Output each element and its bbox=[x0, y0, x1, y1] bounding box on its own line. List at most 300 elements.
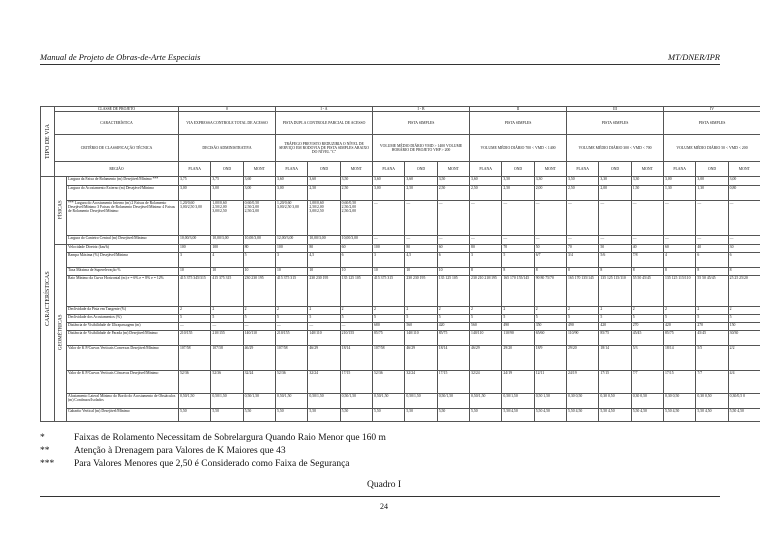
value-cell: 1,30 bbox=[664, 185, 696, 200]
class-code: I - B bbox=[373, 107, 470, 112]
value-cell: — bbox=[243, 322, 275, 330]
value-cell: 415 375 315 bbox=[211, 275, 243, 306]
value-cell: 5,50 bbox=[340, 408, 372, 421]
value-cell: 4 bbox=[664, 252, 696, 267]
value-cell: 29/20 bbox=[567, 345, 599, 370]
value-cell: 5 bbox=[728, 314, 760, 322]
value-cell: 8 bbox=[502, 267, 534, 275]
region-header: OND bbox=[211, 161, 243, 176]
value-cell: 10,00/3,00 bbox=[243, 235, 275, 244]
page-header-right: MT/DNER/IPR bbox=[668, 52, 720, 62]
data-row bbox=[41, 345, 761, 370]
tipo-de-via-label: TIPO DE VIA bbox=[41, 107, 55, 177]
data-row bbox=[41, 306, 761, 314]
value-cell: 150 bbox=[728, 322, 760, 330]
value-cell: — bbox=[664, 235, 696, 244]
value-cell: — bbox=[470, 200, 502, 235]
value-cell: 5/6 bbox=[599, 252, 631, 267]
value-cell: 1,50 bbox=[631, 185, 663, 200]
region-header: PLANA bbox=[664, 161, 696, 176]
value-cell: 135 125 115/110 bbox=[664, 275, 696, 306]
row-label: Velocidade Diretriz (km/h) bbox=[67, 244, 179, 252]
value-cell: 85/75 bbox=[599, 330, 631, 345]
classification-table bbox=[40, 106, 760, 422]
value-cell: 32/24 bbox=[470, 370, 502, 393]
value-cell: 2 bbox=[243, 306, 275, 314]
value-cell: 40 bbox=[696, 244, 728, 252]
value-cell: 5 bbox=[179, 314, 211, 322]
value-cell: — bbox=[696, 235, 728, 244]
value-cell: 0,30 0,50 bbox=[599, 393, 631, 408]
value-cell: 5,50 bbox=[373, 408, 405, 421]
header-row-caracteristica bbox=[41, 111, 761, 134]
value-cell: 8 bbox=[599, 267, 631, 275]
value-cell: 5,50 4,50 bbox=[664, 408, 696, 421]
value-cell: 5 bbox=[276, 314, 308, 322]
value-cell: 3 bbox=[373, 252, 405, 267]
value-cell: 10,00/3,00 bbox=[179, 235, 211, 244]
data-row bbox=[41, 322, 761, 330]
data-row bbox=[41, 252, 761, 267]
value-cell: 12,00/3,00 bbox=[276, 235, 308, 244]
value-cell: 10 bbox=[308, 267, 340, 275]
value-cell: 3,00 bbox=[373, 185, 405, 200]
value-cell: — bbox=[470, 235, 502, 244]
value-cell: — bbox=[405, 200, 437, 235]
footnote-text: Para Valores Menores que 2,50 é Considerado como Faixa de Segurança bbox=[74, 459, 350, 469]
value-cell: 30/30 bbox=[728, 330, 760, 345]
value-cell: 17/15 bbox=[340, 370, 372, 393]
value-cell: 350 bbox=[534, 322, 566, 330]
value-cell: 60 bbox=[437, 244, 469, 252]
value-cell: 2 bbox=[405, 306, 437, 314]
row-label: Largura do Canteiro Central (m) Desejável/Mínimo bbox=[67, 235, 179, 244]
row-label: Distância de Visibilidade de Parada (m) Desejável/Mínimo bbox=[67, 330, 179, 345]
value-cell: 210/155 bbox=[179, 330, 211, 345]
row-label: *** Largura do Acostamento Interno (m) 2 Faixas de Rolamento Desejável/Mínimo 3 Faixas de Rolamento Desejável/Mínimo 4 Faixas de Rolamento Desejável/Mínimo bbox=[67, 200, 179, 235]
value-cell: 420 bbox=[664, 322, 696, 330]
value-cell: 210/155 bbox=[276, 330, 308, 345]
row-label: Distância de Visibilidade de Ultrapassagem (m) bbox=[67, 322, 179, 330]
value-cell: 3,30 bbox=[631, 176, 663, 185]
value-cell: — bbox=[308, 322, 340, 330]
footnote bbox=[40, 445, 386, 458]
value-cell: — bbox=[664, 200, 696, 235]
value-cell: 85/75 bbox=[373, 330, 405, 345]
value-cell: 5 bbox=[373, 314, 405, 322]
value-cell: 3,60 bbox=[243, 176, 275, 185]
value-cell: — bbox=[728, 235, 760, 244]
value-cell: 2,50 bbox=[502, 185, 534, 200]
region-header: PLANA bbox=[470, 161, 502, 176]
value-cell: 100 bbox=[373, 244, 405, 252]
value-cell: 3,60 bbox=[405, 176, 437, 185]
value-cell: 2 bbox=[631, 306, 663, 314]
value-cell: 10,00/3,00 bbox=[211, 235, 243, 244]
value-cell: 420 bbox=[599, 322, 631, 330]
value-cell: 5,50 4,50 bbox=[599, 408, 631, 421]
value-cell: 18/14 bbox=[664, 345, 696, 370]
class-caracteristica: PISTA SIMPLES bbox=[470, 111, 567, 134]
value-cell: 135 125 105 bbox=[437, 275, 469, 306]
caracteristica-label: CARACTERÍSTICA bbox=[55, 111, 179, 134]
value-cell: 3,30 bbox=[534, 176, 566, 185]
region-header: MONT bbox=[728, 161, 760, 176]
value-cell: 6 bbox=[437, 252, 469, 267]
value-cell: 8 bbox=[567, 267, 599, 275]
value-cell: 2 bbox=[276, 306, 308, 314]
data-row bbox=[41, 176, 761, 185]
value-cell: 10 bbox=[405, 267, 437, 275]
value-cell: 5,50 bbox=[211, 408, 243, 421]
value-cell: 5,50 4,50 bbox=[696, 408, 728, 421]
quadro-caption: Quadro I bbox=[366, 480, 402, 490]
caracteristicas-group-label: CARACTERÍSTICAS bbox=[41, 176, 55, 421]
row-label: Valor de K P/Curvas Verticais Convexas Desejável/Mínimo bbox=[67, 345, 179, 370]
value-cell: 2,50 bbox=[308, 185, 340, 200]
value-cell: 6 bbox=[728, 252, 760, 267]
value-cell: 8 bbox=[470, 267, 502, 275]
value-cell: 7/7 bbox=[631, 370, 663, 393]
value-cell: 2 bbox=[437, 306, 469, 314]
value-cell: 0,30 0,50 bbox=[664, 393, 696, 408]
footnote-mark: * bbox=[40, 433, 45, 443]
value-cell: 46/29 bbox=[243, 345, 275, 370]
data-row bbox=[41, 200, 761, 235]
value-cell: 5 bbox=[340, 314, 372, 322]
value-cell: 2 bbox=[179, 306, 211, 314]
row-label: Taxa Máxima de Superelevação % bbox=[67, 267, 179, 275]
value-cell: 85/75 bbox=[664, 330, 696, 345]
value-cell: 4,5 bbox=[308, 252, 340, 267]
value-cell: 30 bbox=[728, 244, 760, 252]
value-cell: 5,50 bbox=[470, 408, 502, 421]
value-cell: 415 375 345/315 bbox=[179, 275, 211, 306]
value-cell: 10 bbox=[340, 267, 372, 275]
value-cell: 560 bbox=[470, 322, 502, 330]
value-cell: 10 bbox=[373, 267, 405, 275]
header-rule bbox=[40, 64, 720, 65]
value-cell: 5 bbox=[631, 314, 663, 322]
header-row-regiao bbox=[41, 161, 761, 176]
region-header: MONT bbox=[340, 161, 372, 176]
value-cell: 0,50/1,50 bbox=[243, 393, 275, 408]
value-cell: 3,00 bbox=[211, 185, 243, 200]
value-cell: 1,20/0,60 3,00/2,50 3,00 bbox=[179, 200, 211, 235]
value-cell: 107/58 bbox=[211, 345, 243, 370]
value-cell: 0,50/1,50 bbox=[179, 393, 211, 408]
page-header-left: Manual de Projeto de Obras-de-Arte Especiais bbox=[40, 52, 201, 62]
value-cell: 140/110 bbox=[308, 330, 340, 345]
region-header: PLANA bbox=[373, 161, 405, 176]
value-cell: 2 bbox=[534, 306, 566, 314]
value-cell: 0,50/1,50 bbox=[437, 393, 469, 408]
value-cell: 2/2 bbox=[728, 345, 760, 370]
class-code: III bbox=[567, 107, 664, 112]
region-header: MONT bbox=[437, 161, 469, 176]
value-cell: 2 bbox=[211, 306, 243, 314]
value-cell: 70 bbox=[502, 244, 534, 252]
value-cell: 46/29 bbox=[308, 345, 340, 370]
value-cell: 5,50 4,50 bbox=[534, 408, 566, 421]
value-cell: 5,50 4,50 bbox=[631, 408, 663, 421]
value-cell: 5,50 bbox=[405, 408, 437, 421]
value-cell: 32/24 bbox=[308, 370, 340, 393]
classification-table-container bbox=[40, 106, 760, 426]
value-cell: 5 bbox=[534, 314, 566, 322]
regiao-label: REGIÃO bbox=[55, 161, 179, 176]
class-code: IV bbox=[664, 107, 760, 112]
value-cell: 5/3 bbox=[631, 345, 663, 370]
value-cell: 85/75 bbox=[437, 330, 469, 345]
value-cell: 29/20 bbox=[502, 345, 534, 370]
value-cell: 3,60 bbox=[276, 176, 308, 185]
value-cell: 8 bbox=[728, 267, 760, 275]
value-cell: 3,00 bbox=[276, 185, 308, 200]
value-cell: 3,00 bbox=[664, 176, 696, 185]
value-cell: 3,50 bbox=[437, 176, 469, 185]
row-label: Declividade dos Acostamentos (%) bbox=[67, 314, 179, 322]
row-label: Rampa Máxima (%) Desejável/Mínimo bbox=[67, 252, 179, 267]
value-cell: 5 bbox=[308, 314, 340, 322]
value-cell: 2 bbox=[696, 306, 728, 314]
value-cell: 2 bbox=[728, 306, 760, 314]
value-cell: 107/58 bbox=[179, 345, 211, 370]
value-cell: — bbox=[599, 200, 631, 235]
value-cell: 18/14 bbox=[599, 345, 631, 370]
value-cell: 0,80 bbox=[728, 185, 760, 200]
value-cell: 5 bbox=[664, 314, 696, 322]
value-cell: 10 bbox=[437, 267, 469, 275]
class-criterio: VOLUME MÉDIO DIÁRIO 700 < VMD < 1400 bbox=[470, 134, 567, 161]
value-cell: 8 bbox=[534, 267, 566, 275]
data-row bbox=[41, 244, 761, 252]
value-cell: 3,00 bbox=[179, 185, 211, 200]
value-cell: 55 50 45/45 bbox=[696, 275, 728, 306]
value-cell: 2 bbox=[567, 306, 599, 314]
value-cell: 140/110 bbox=[405, 330, 437, 345]
value-cell: 60 bbox=[340, 244, 372, 252]
value-cell: 165 170 155/145 bbox=[502, 275, 534, 306]
value-cell: 5,50 bbox=[437, 408, 469, 421]
value-cell: 0,50/1,50 bbox=[308, 393, 340, 408]
data-row bbox=[41, 314, 761, 322]
value-cell: 2,00 bbox=[534, 185, 566, 200]
value-cell: 415 375 315 bbox=[276, 275, 308, 306]
value-cell: 420 bbox=[437, 322, 469, 330]
footnote-mark: *** bbox=[40, 459, 55, 469]
data-row bbox=[41, 235, 761, 244]
class-criterio: DECISÃO ADMINISTRATIVA bbox=[179, 134, 276, 161]
region-header: MONT bbox=[631, 161, 663, 176]
value-cell: 2 bbox=[664, 306, 696, 314]
value-cell: 5 bbox=[696, 314, 728, 322]
data-row bbox=[41, 330, 761, 345]
value-cell: 210/155 bbox=[340, 330, 372, 345]
value-cell: 3 bbox=[179, 252, 211, 267]
value-cell: 1,30 bbox=[696, 185, 728, 200]
value-cell: 680 bbox=[373, 322, 405, 330]
class-criterio: VOLUME MÉDIO DIÁRIO 300 < VMD < 700 bbox=[567, 134, 664, 161]
value-cell: 4,5 bbox=[405, 252, 437, 267]
value-cell: 5,50 bbox=[243, 408, 275, 421]
class-criterio: VOLUME MÉDIO DIÁRIO VMD > 1400 VOLUME HORÁRIO DE PROJETO VHP > 200 bbox=[373, 134, 470, 161]
data-row bbox=[41, 370, 761, 393]
value-cell: 52/36 bbox=[373, 370, 405, 393]
value-cell: 110/90 bbox=[502, 330, 534, 345]
value-cell: 6 bbox=[340, 252, 372, 267]
value-cell: 8 bbox=[664, 267, 696, 275]
value-cell: 10 bbox=[243, 267, 275, 275]
value-cell: 90 80 75/70 bbox=[534, 275, 566, 306]
value-cell: 80 bbox=[243, 244, 275, 252]
value-cell: — bbox=[534, 200, 566, 235]
value-cell: 165 170 135/145 bbox=[567, 275, 599, 306]
class-caracteristica: PISTA SIMPLES bbox=[567, 111, 664, 134]
row-label: Largura do Acostamento Externo (m) Desejável/Mínimo bbox=[67, 185, 179, 200]
region-header: OND bbox=[502, 161, 534, 176]
data-row bbox=[41, 275, 761, 306]
value-cell: 5 bbox=[567, 314, 599, 322]
value-cell: 3,50 bbox=[502, 176, 534, 185]
value-cell: 17/15 bbox=[599, 370, 631, 393]
value-cell: 2 bbox=[599, 306, 631, 314]
value-cell: 40 bbox=[631, 244, 663, 252]
value-cell: 3/4 bbox=[567, 252, 599, 267]
value-cell: 270 bbox=[631, 322, 663, 330]
value-cell: 0,50 1,50 bbox=[534, 393, 566, 408]
value-cell: 1,00/0,60 2,50/2,00 3,00/2,50 bbox=[211, 200, 243, 235]
value-cell: 80 bbox=[308, 244, 340, 252]
value-cell: 1,20/0,60 3,00/2,50 3,00 bbox=[276, 200, 308, 235]
value-cell: 0,50/1,50 bbox=[373, 393, 405, 408]
value-cell: 32/24 bbox=[405, 370, 437, 393]
value-cell: 5 bbox=[470, 314, 502, 322]
value-cell: 10,00/3,00 bbox=[340, 235, 372, 244]
data-row bbox=[41, 185, 761, 200]
value-cell: 3,00 bbox=[696, 176, 728, 185]
value-cell: 50 bbox=[534, 244, 566, 252]
value-cell: 18/14 bbox=[340, 345, 372, 370]
value-cell: 46/29 bbox=[470, 345, 502, 370]
value-cell: 3,00 bbox=[728, 176, 760, 185]
value-cell: 0,30 0,50 bbox=[567, 393, 599, 408]
value-cell: 3,00 bbox=[243, 185, 275, 200]
value-cell: 5 bbox=[405, 314, 437, 322]
footnote-text: Atenção à Drenagem para Valores de K Maiores que 43 bbox=[74, 446, 286, 456]
value-cell: 5,50 4,50 bbox=[728, 408, 760, 421]
value-cell: — bbox=[567, 200, 599, 235]
value-cell: 270 bbox=[696, 322, 728, 330]
page-number: 24 bbox=[380, 502, 388, 511]
data-row bbox=[41, 267, 761, 275]
value-cell: 5,50 4,50 bbox=[567, 408, 599, 421]
value-cell: 45/45 bbox=[696, 330, 728, 345]
row-label: Gabarito Vertical (m) Desejável/Mínimo bbox=[67, 408, 179, 421]
value-cell: 0,30/0,5 0 bbox=[728, 393, 760, 408]
value-cell: 3 bbox=[470, 252, 502, 267]
value-cell: 5 bbox=[243, 314, 275, 322]
value-cell: 45/45 bbox=[631, 330, 663, 345]
region-header: MONT bbox=[243, 161, 275, 176]
region-header: OND bbox=[405, 161, 437, 176]
data-row bbox=[41, 408, 761, 421]
value-cell: 2 bbox=[340, 306, 372, 314]
value-cell: — bbox=[437, 235, 469, 244]
value-cell: 5/5 bbox=[696, 345, 728, 370]
value-cell: — bbox=[728, 200, 760, 235]
footnote bbox=[40, 432, 386, 445]
row-label: Raio Mínimo da Curva Horizontal (m) e = 6% e = 8% e = 12% bbox=[67, 275, 179, 306]
value-cell: 2,50 bbox=[405, 185, 437, 200]
value-cell: 2 bbox=[502, 306, 534, 314]
value-cell: 6/7 bbox=[534, 252, 566, 267]
value-cell: 7/8 bbox=[631, 252, 663, 267]
value-cell: 3,50 bbox=[340, 176, 372, 185]
class-caracteristica: PISTA SIMPLES bbox=[373, 111, 470, 134]
value-cell: 70 bbox=[567, 244, 599, 252]
footnote-text: Faixas de Rolamento Necessitam de Sobrelargura Quando Raio Menor que 160 m bbox=[74, 433, 386, 443]
value-cell: 2,50 bbox=[567, 185, 599, 200]
value-cell: 490 bbox=[502, 322, 534, 330]
classe-label: CLASSE DE PROJETO bbox=[55, 107, 179, 112]
value-cell: 80 bbox=[405, 244, 437, 252]
value-cell: 52/36 bbox=[211, 370, 243, 393]
value-cell: 5 bbox=[502, 314, 534, 322]
value-cell: 17/15 bbox=[664, 370, 696, 393]
class-caracteristica: VIA EXPRESSA CONTROLE TOTAL DE ACESSO bbox=[179, 111, 276, 134]
value-cell: 107/58 bbox=[276, 345, 308, 370]
geometricas-group-label: GEOMÉTRICAS bbox=[55, 244, 67, 421]
value-cell: 7/7 bbox=[696, 370, 728, 393]
value-cell: 24/19 bbox=[502, 370, 534, 393]
value-cell: 10 bbox=[179, 267, 211, 275]
value-cell: 10 bbox=[276, 267, 308, 275]
row-label: Afastamento Lateral Mínimo do Bordo do Acostamento de Obstáculos (m) Contínuos/Isolados bbox=[67, 393, 179, 408]
value-cell: 0,60/0,50 2,50/2,00 2,50/2,00 bbox=[340, 200, 372, 235]
region-header: OND bbox=[696, 161, 728, 176]
value-cell: 3,60 bbox=[308, 176, 340, 185]
value-cell: — bbox=[599, 235, 631, 244]
value-cell: 5 bbox=[437, 314, 469, 322]
value-cell: 2 bbox=[470, 306, 502, 314]
fisicas-group-label: FÍSICAS bbox=[55, 176, 67, 244]
value-cell: 3 bbox=[276, 252, 308, 267]
value-cell: — bbox=[179, 322, 211, 330]
value-cell: 80 bbox=[470, 244, 502, 252]
class-caracteristica: PISTA SIMPLES bbox=[664, 111, 760, 134]
value-cell: 3,60 bbox=[470, 176, 502, 185]
value-cell: — bbox=[437, 200, 469, 235]
value-cell: 4/4 bbox=[728, 370, 760, 393]
value-cell: 415 375 315 bbox=[373, 275, 405, 306]
value-cell: 560 bbox=[405, 322, 437, 330]
data-row bbox=[41, 393, 761, 408]
value-cell: 52/36 bbox=[179, 370, 211, 393]
value-cell: 12/11 bbox=[534, 370, 566, 393]
value-cell: — bbox=[276, 322, 308, 330]
value-cell: 32/24 bbox=[243, 370, 275, 393]
value-cell: 65/60 bbox=[534, 330, 566, 345]
value-cell: 100 bbox=[179, 244, 211, 252]
value-cell: 17/15 bbox=[437, 370, 469, 393]
value-cell: — bbox=[631, 200, 663, 235]
value-cell: — bbox=[211, 322, 243, 330]
value-cell: — bbox=[696, 200, 728, 235]
value-cell: 2,00 bbox=[599, 185, 631, 200]
region-header: MONT bbox=[534, 161, 566, 176]
class-code: I - A bbox=[276, 107, 373, 112]
